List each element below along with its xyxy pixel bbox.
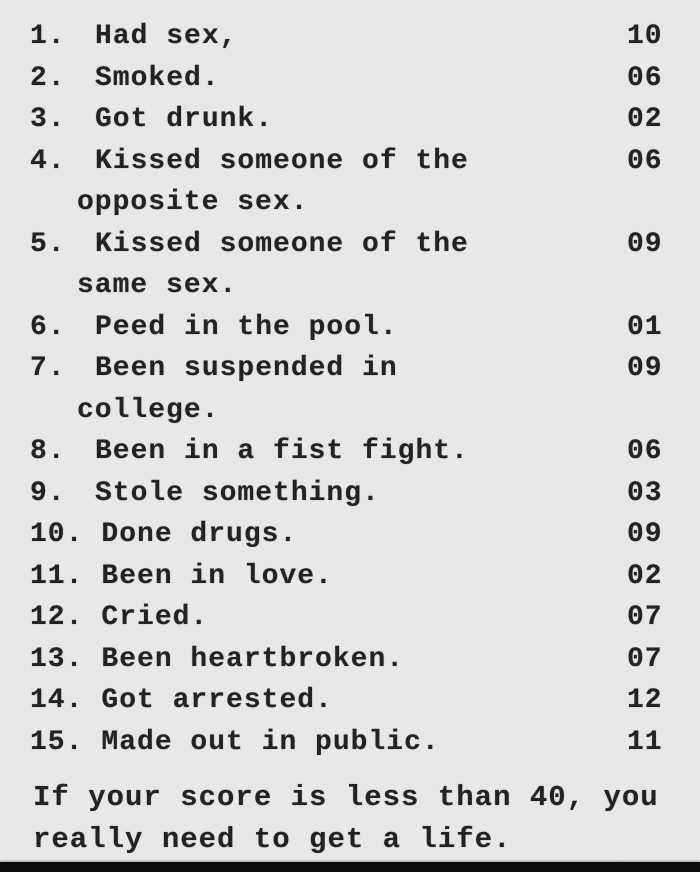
item-score: 07 [627, 643, 663, 675]
item-text: Stole something. [95, 477, 380, 509]
list-item [30, 16, 673, 58]
item-number: 3. [30, 104, 66, 135]
item-number: 4. [30, 145, 66, 177]
list-item [30, 473, 673, 515]
list-item [30, 639, 673, 681]
footer-line-2: really need to get a life. [33, 822, 512, 856]
item-text: Got drunk. [95, 104, 274, 135]
item-score: 07 [627, 602, 663, 633]
item-number: 15. [30, 726, 84, 758]
bottom-bar [0, 862, 700, 872]
item-text: Smoked. [95, 62, 220, 94]
item-text: Cried. [101, 602, 209, 633]
item-text: Been in a fist fight. [95, 436, 469, 467]
list-item [30, 722, 673, 764]
item-text: Kissed someone of the opposite sex. [77, 145, 469, 218]
item-score: 02 [627, 104, 663, 135]
item-score: 10 [627, 21, 663, 52]
item-text: Had sex, [95, 21, 238, 52]
item-score: 02 [627, 560, 663, 592]
list-item [30, 514, 673, 556]
list-item [30, 597, 673, 639]
list-item [30, 141, 673, 224]
item-text: Peed in the pool. [95, 311, 398, 343]
item-number: 10. [30, 519, 84, 550]
item-score: 06 [627, 436, 663, 467]
footer-note [33, 777, 673, 860]
list-item [30, 680, 673, 722]
item-score: 03 [627, 477, 663, 509]
list-item [30, 99, 673, 141]
item-number: 13. [30, 643, 84, 675]
list-item [30, 307, 673, 349]
item-number: 12. [30, 602, 84, 633]
item-score: 12 [627, 685, 663, 716]
item-text: Been in love. [101, 560, 333, 592]
list-item [30, 348, 673, 431]
item-score: 09 [627, 519, 663, 550]
list-item [30, 58, 673, 100]
item-number: 6. [30, 311, 66, 343]
item-number: 14. [30, 685, 84, 716]
item-score: 01 [627, 311, 663, 343]
item-score: 06 [627, 62, 663, 94]
item-number: 1. [30, 21, 66, 52]
item-number: 2. [30, 62, 66, 94]
item-number: 5. [30, 228, 66, 260]
list-item [30, 224, 673, 307]
item-text: Kissed someone of the same sex. [77, 228, 469, 301]
item-number: 8. [30, 436, 66, 467]
item-text: Got arrested. [101, 685, 333, 716]
item-score: 06 [627, 145, 663, 177]
item-score: 09 [627, 228, 663, 260]
item-text: Been suspended in college. [77, 353, 398, 426]
item-text: Been heartbroken. [101, 643, 405, 675]
item-score: 11 [627, 726, 663, 758]
item-number: 11. [30, 560, 84, 592]
list-item [30, 431, 673, 473]
list-item [30, 556, 673, 598]
item-number: 9. [30, 477, 66, 509]
item-score: 09 [627, 353, 663, 384]
item-text: Made out in public. [101, 726, 440, 758]
item-text: Done drugs. [101, 519, 298, 550]
footer-line-1: If your score is less than 40, you [33, 781, 659, 814]
item-number: 7. [30, 353, 66, 384]
